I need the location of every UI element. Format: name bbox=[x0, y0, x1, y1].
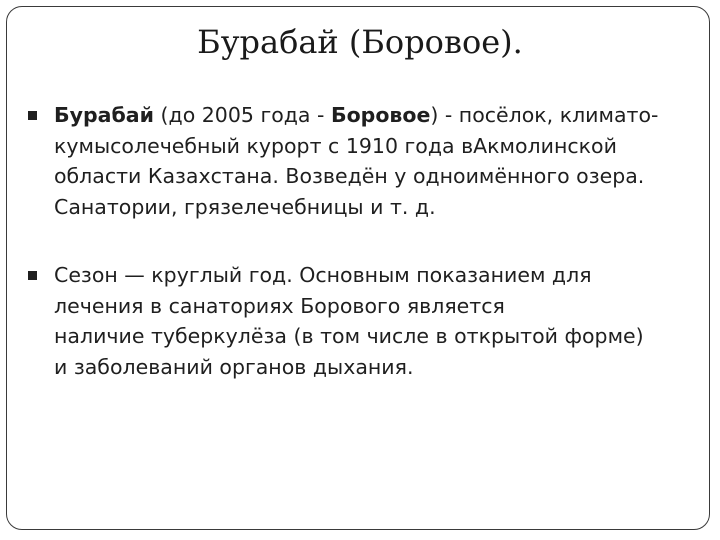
text-run: ) - посёлок, климато- bbox=[430, 103, 659, 127]
bullet-list bbox=[22, 100, 702, 382]
bullet-item-burabay bbox=[22, 100, 702, 222]
square-bullet-icon bbox=[28, 111, 37, 120]
bullet-line: Сезон — круглый год. Основным показанием для bbox=[54, 263, 592, 287]
square-bullet-icon bbox=[28, 271, 37, 280]
bold-term: Боровое bbox=[330, 103, 431, 127]
bullet-line bbox=[54, 100, 702, 131]
bullet-line: кумысолечебный курорт с 1910 года вАкмолинской bbox=[54, 133, 617, 158]
bullet-item-season bbox=[22, 260, 702, 382]
text-run: (до 2005 года - bbox=[154, 103, 331, 127]
bullet-line: области Казахстана. Возведён у одноимённого озера. bbox=[54, 164, 645, 188]
bullet-line: лечения в санаториях Борового является bbox=[54, 293, 505, 318]
bold-term: Бурабай bbox=[54, 103, 155, 127]
bullet-line: и заболеваний органов дыхания. bbox=[54, 354, 414, 379]
bullet-line: Санатории, грязелечебницы и т. д. bbox=[54, 194, 436, 219]
bullet-line: наличие туберкулёза (в том числе в открытой форме) bbox=[54, 324, 644, 348]
slide-title: Бурабай (Боровое). bbox=[197, 23, 523, 61]
